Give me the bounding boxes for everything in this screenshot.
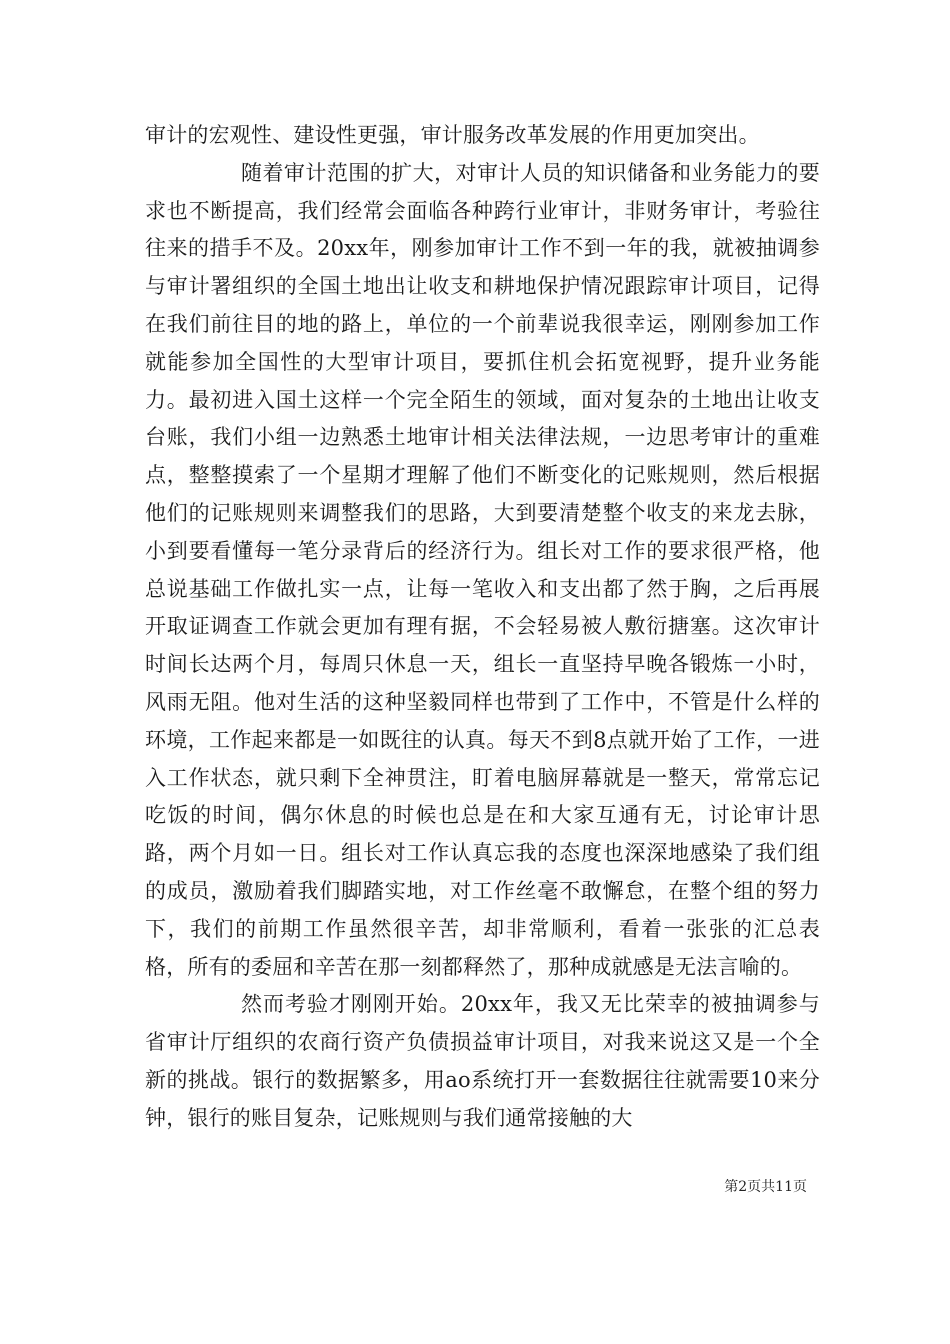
page-footer: 第2页共11页 [724,1179,807,1195]
document-body [145,117,820,1138]
paragraph-1: 审计的宏观性、建设性更强，审计服务改革发展的作用更加突出。 [145,123,760,147]
paragraph-2: 随着审计范围的扩大，对审计人员的知识储备和业务能力的要求也不断提高，我们经常会面临各种跨行业审计，非财务审计，考验往往来的措手不及。20xx年，刚参加审计工作不到一年的我，就被抽调参与审计署组织的全国土地出让收支和耕地保护情况跟踪审计项目，记得在我们前往目的地的路上，单位的一个前辈说我很幸运，刚刚参加工作就能参加全国性的大型审计项目，要抓住机会拓宽视野，提升业务能力。最初进入国土这样一个完全陌生的领域，面对复杂的土地出让收支台账，我们小组一边熟悉土地审计相关法律法规，一边思考审计的重难点，整整摸索了一个星期才理解了他们不断变化的记账规则，然后根据他们的记账规则来调整我们的思路，大到要清楚整个收支的来龙去脉，小到要看懂每一笔分录背后的经济行为。组长对工作的要求很严格，他总说基础工作做扎实一点，让每一笔收入和支出都了然于胸，之后再展开取证调查工作就会更加有理有据，不会轻易被人敷衍搪塞。这次审计时间长达两个月，每周只休息一天，组长一直坚持早晚各锻炼一小时，风雨无阻。他对生活的这种坚毅同样也带到了工作中，不管是什么样的环境，工作起来都是一如既往的认真。每天不到8点就开始了工作，一进入工作状态，就只剩下全神贯注，盯着电脑屏幕就是一整天，常常忘记吃饭的时间，偶尔休息的时候也总是在和大家互通有无，讨论审计思路，两个月如一日。组长对工作认真忘我的态度也深深地感染了我们组的成员，激励着我们脚踏实地，对工作丝毫不敢懈怠，在整个组的努力下，我们的前期工作虽然很辛苦，却非常顺利，看着一张张的汇总表格，所有的委屈和辛苦在那一刻都释然了，那种成就感是无法言喻的。 [145,160,820,979]
paragraph-3: 然而考验才刚刚开始。20xx年，我又无比荣幸的被抽调参与省审计厅组织的农商行资产负债损益审计项目，对我来说这又是一个全新的挑战。银行的数据繁多，用ao系统打开一套数据往往就需要10来分钟，银行的账目复杂，记账规则与我们通常接触的大 [145,992,820,1130]
